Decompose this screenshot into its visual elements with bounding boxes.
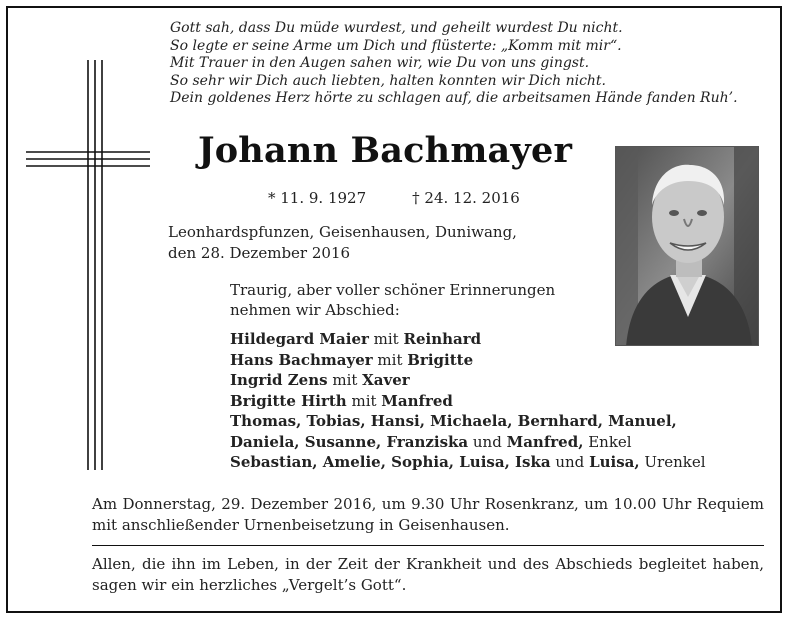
thanks-note: Allen, die ihn im Leben, in der Zeit der Krankheit und des Abschieds begleitet haben, sagen wir ein herzliches „Vergelt’s Gott“.	[92, 555, 764, 594]
life-dates	[268, 189, 566, 207]
mourner-name: Luisa,	[589, 453, 640, 471]
farewell-intro	[230, 280, 555, 320]
mourner-name: Thomas, Tobias, Hansi, Michaela, Bernhard, Manuel,	[230, 412, 677, 430]
birth-date: * 11. 9. 1927	[268, 189, 367, 207]
portrait-photo	[615, 146, 759, 346]
connector: und	[468, 432, 507, 451]
mourner-name: Manfred	[381, 391, 453, 410]
intro-line: Traurig, aber voller schöner Erinnerungen	[230, 281, 556, 299]
mourner-name: Hildegard Maier	[230, 330, 369, 348]
poem-line: So legte er seine Arme um Dich und flüsterte: „Komm mit mir“.	[170, 37, 622, 54]
mourner-name: Reinhard	[403, 330, 482, 348]
deceased-name: Johann Bachmayer	[198, 130, 573, 171]
memorial-poem	[170, 20, 770, 108]
cross-icon	[0, 0, 150, 480]
mourner-line	[230, 452, 706, 473]
connector: mit	[372, 350, 408, 369]
service-announcement: Am Donnerstag, 29. Dezember 2016, um 9.30 Uhr Rosenkranz, um 10.00 Uhr Requiem mit anschließender Urnenbeisetzung in Geisenhausen.	[92, 495, 764, 534]
poem-line: Gott sah, dass Du müde wurdest, und geheilt wurdest Du nicht.	[170, 20, 623, 36]
mourner-name: Daniela, Susanne, Franziska	[230, 432, 469, 451]
mourner-line	[230, 391, 706, 412]
mourner-name: Ingrid Zens	[230, 371, 328, 389]
mourner-name: Brigitte	[407, 350, 474, 369]
poem-line: Mit Trauer in den Augen sahen wir, wie Du von uns gingst.	[170, 55, 590, 71]
mourner-line	[230, 350, 706, 371]
connector: mit	[346, 391, 382, 410]
poem-line: Dein goldenes Herz hörte zu schlagen auf, die arbeitsamen Hände fanden Ruh’.	[170, 90, 738, 106]
relation-label: Enkel	[583, 432, 632, 451]
mourner-name: Brigitte Hirth	[230, 391, 347, 410]
relation-label: Urenkel	[639, 453, 706, 471]
connector: und	[550, 453, 590, 471]
mourner-line	[230, 370, 706, 391]
poem-line: So sehr wir Dich auch liebten, halten konnten wir Dich nicht.	[170, 72, 606, 89]
mourner-name: Sebastian, Amelie, Sophia, Luisa, Iska	[230, 453, 551, 471]
connector: mit	[368, 330, 404, 348]
mourner-line	[230, 411, 706, 432]
divider	[92, 545, 764, 546]
intro-line: nehmen wir Abschied:	[230, 301, 400, 319]
connector: mit	[327, 371, 363, 389]
place-and-date	[168, 222, 517, 264]
mourner-name: Hans Bachmayer	[230, 350, 373, 369]
mourner-name: Xaver	[362, 371, 410, 389]
death-date: † 24. 12. 2016	[412, 189, 520, 207]
date-line: den 28. Dezember 2016	[168, 244, 351, 262]
mourner-line	[230, 432, 706, 453]
place-line: Leonhardspfunzen, Geisenhausen, Duniwang,	[168, 223, 517, 241]
mourners-list	[230, 329, 706, 473]
mourner-name: Manfred,	[506, 432, 584, 451]
